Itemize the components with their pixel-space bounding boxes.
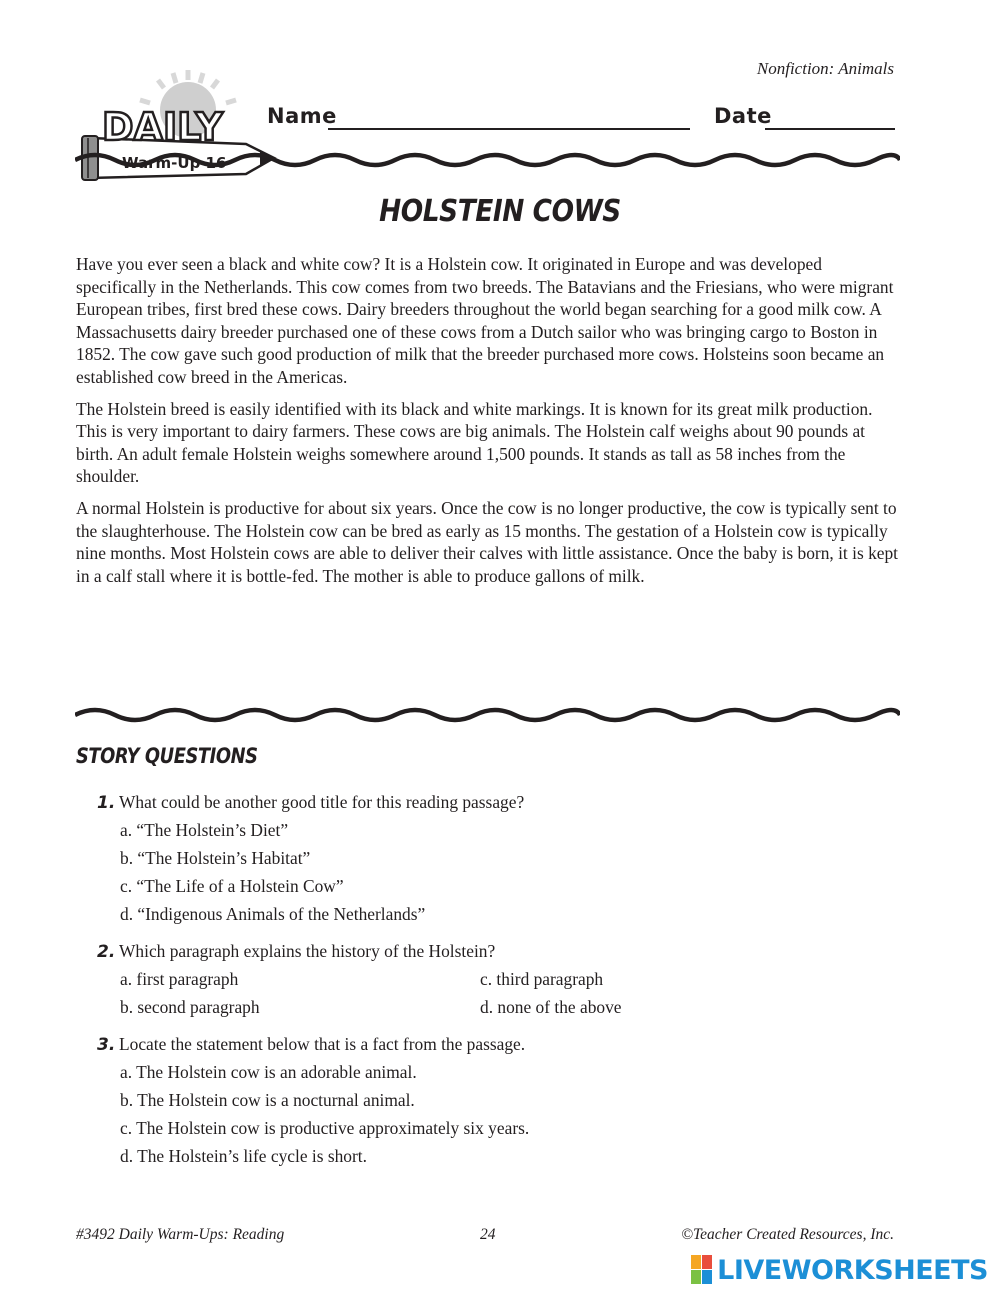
q2-option-d[interactable]: d. none of the above [480,997,622,1017]
q1-option-d[interactable]: d. “Indigenous Animals of the Netherlands” [120,904,426,924]
paragraph-2: The Holstein breed is easily identified with its black and white markings. It is known for its great milk production. This is very important to dairy farmers. These cows are big animals. The Holstein calf weighs about 90 pounds at birth. An adult female Holstein weighs somewhere around 1,500 pounds. It stands as tall as 58 inches from the shoulder. [76,398,873,487]
date-field[interactable] [765,128,895,130]
question-text: Locate the statement below that is a fact from the passage. [119,1034,526,1054]
q1-option-b[interactable]: b. “The Holstein’s Habitat” [120,848,311,868]
logo-word: DAILY [102,105,223,149]
category-label: Nonfiction: Animals [756,59,894,78]
q3-option-c[interactable]: c. The Holstein cow is productive approximately six years. [120,1118,530,1138]
question-text: Which paragraph explains the history of the Holstein? [119,941,496,961]
q2-option-b[interactable]: b. second paragraph [120,997,260,1017]
footer-book-title: #3492 Daily Warm-Ups: Reading [76,1226,285,1243]
liveworksheets-watermark[interactable] [691,1254,988,1286]
q1-option-c[interactable]: c. “The Life of a Holstein Cow” [120,876,344,896]
question-3 [97,1034,525,1055]
warmup-label: Warm-Up 16 [122,154,227,172]
passage-title: HOLSTEIN COWS [379,194,621,229]
reading-passage [76,253,904,596]
q1-option-a[interactable]: a. “The Holstein’s Diet” [120,820,289,840]
question-number: 1. [97,793,116,813]
question-number: 3. [97,1035,116,1055]
question-text: What could be another good title for this reading passage? [119,792,525,812]
q3-option-a[interactable]: a. The Holstein cow is an adorable animal. [120,1062,417,1082]
daily-warmup-logo [78,66,278,191]
question-number: 2. [97,942,116,962]
paragraph-1: Have you ever seen a black and white cow? It is a Holstein cow. It originated in Europe and was developed specifically in the Netherlands. This cow comes from two breeds. The Batavians and the Friesians, who were migrant European tribes, first bred these cows. Dairy breeders throughout the world began searching for a good milk cow. A Massachusetts dairy breeder purchased one of these cows from a Dutch sailor who was bringing cargo to Boston in 1852. The cow gave such good production of milk that the breeder purchased more cows. Holsteins soon became an established cow breed in the Americas. [76,254,894,387]
question-1 [97,792,524,813]
footer-copyright: ©Teacher Created Resources, Inc. [681,1226,894,1243]
paragraph-3: A normal Holstein is productive for about six years. Once the cow is no longer productive, the cow is typically sent to the slaughterhouse. The Holstein cow can be bred as early as 15 months. The gestation of a Holstein cow is typically nine months. Most Holstein cows are able to deliver their calves with little assistance. Once the baby is born, it is kept in a calf stall where it is bottle-fed. The mother is able to produce gallons of milk. [76,497,899,586]
header-wave-divider [75,149,900,171]
date-label: Date [714,104,772,128]
liveworksheets-text: LIVEWORKSHEETS [717,1254,988,1286]
q2-option-c[interactable]: c. third paragraph [480,969,604,989]
q2-option-a[interactable]: a. first paragraph [120,969,239,989]
name-label: Name [267,104,337,128]
name-field[interactable] [328,128,690,130]
question-2 [97,941,495,962]
q3-option-b[interactable]: b. The Holstein cow is a nocturnal animal. [120,1090,415,1110]
story-questions-heading: STORY QUESTIONS [76,744,258,768]
liveworksheets-logo-icon [691,1255,713,1285]
section-wave-divider [75,704,900,726]
q3-option-d[interactable]: d. The Holstein’s life cycle is short. [120,1146,367,1166]
footer-page-number: 24 [480,1226,496,1243]
